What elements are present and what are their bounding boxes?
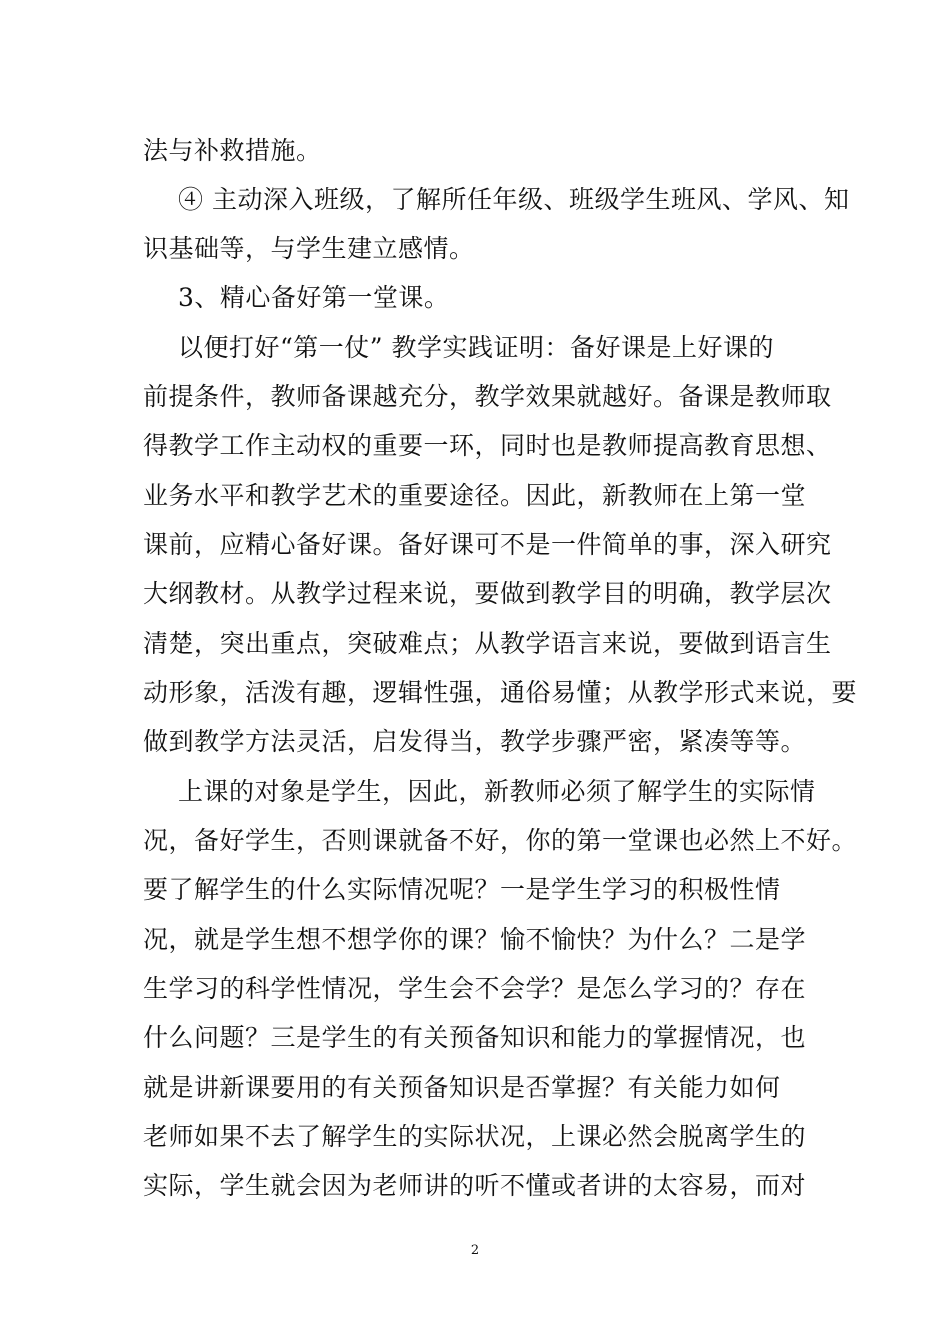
text-line: ④ 主动深入班级，了解所任年级、班级学生班风、学风、知 (178, 185, 850, 214)
text-line: 得教学工作主动权的重要一环，同时也是教师提高教育思想、 (143, 431, 832, 460)
text-line: 课前，应精心备好课。备好课可不是一件简单的事，深入研究 (143, 530, 832, 559)
text-line: 清楚，突出重点，突破难点；从教学语言来说，要做到语言生 (143, 629, 832, 658)
text-line: 动形象，活泼有趣，逻辑性强，通俗易懂；从教学形式来说，要 (143, 678, 858, 707)
text-line: 法与补救措施。 (143, 136, 322, 165)
text-line: 什么问题？三是学生的有关预备知识和能力的掌握情况，也 (143, 1023, 807, 1052)
text-line: 生学习的科学性情况，学生会不会学？是怎么学习的？存在 (143, 974, 807, 1003)
text-line: 况，就是学生想不想学你的课？愉不愉快？为什么？二是学 (143, 925, 807, 954)
page-number: 2 (470, 1243, 480, 1258)
text-line: 要了解学生的什么实际情况呢？一是学生学习的积极性情 (143, 875, 781, 904)
text-line: 3、精心备好第一堂课。 (178, 283, 450, 312)
text-line: 实际，学生就会因为老师讲的听不懂或者讲的太容易，而对 (143, 1171, 807, 1200)
text-line: 况，备好学生，否则课就备不好，你的第一堂课也必然上不好。 (143, 826, 858, 855)
text-line: 识基础等，与学生建立感情。 (143, 234, 475, 263)
text-line: 老师如果不去了解学生的实际状况，上课必然会脱离学生的 (143, 1122, 807, 1151)
text-line: 以便打好“第一仗” 教学实践证明：备好课是上好课的 (178, 333, 775, 362)
text-line: 上课的对象是学生，因此，新教师必须了解学生的实际情 (178, 777, 816, 806)
text-line: 前提条件，教师备课越充分，教学效果就越好。备课是教师取 (143, 382, 832, 411)
text-line: 大纲教材。从教学过程来说，要做到教学目的明确，教学层次 (143, 579, 832, 608)
text-line: 做到教学方法灵活，启发得当，教学步骤严密，紧凑等等。 (143, 727, 807, 756)
text-line: 业务水平和教学艺术的重要途径。因此，新教师在上第一堂 (143, 481, 807, 510)
text-line: 就是讲新课要用的有关预备知识是否掌握？有关能力如何 (143, 1073, 781, 1102)
